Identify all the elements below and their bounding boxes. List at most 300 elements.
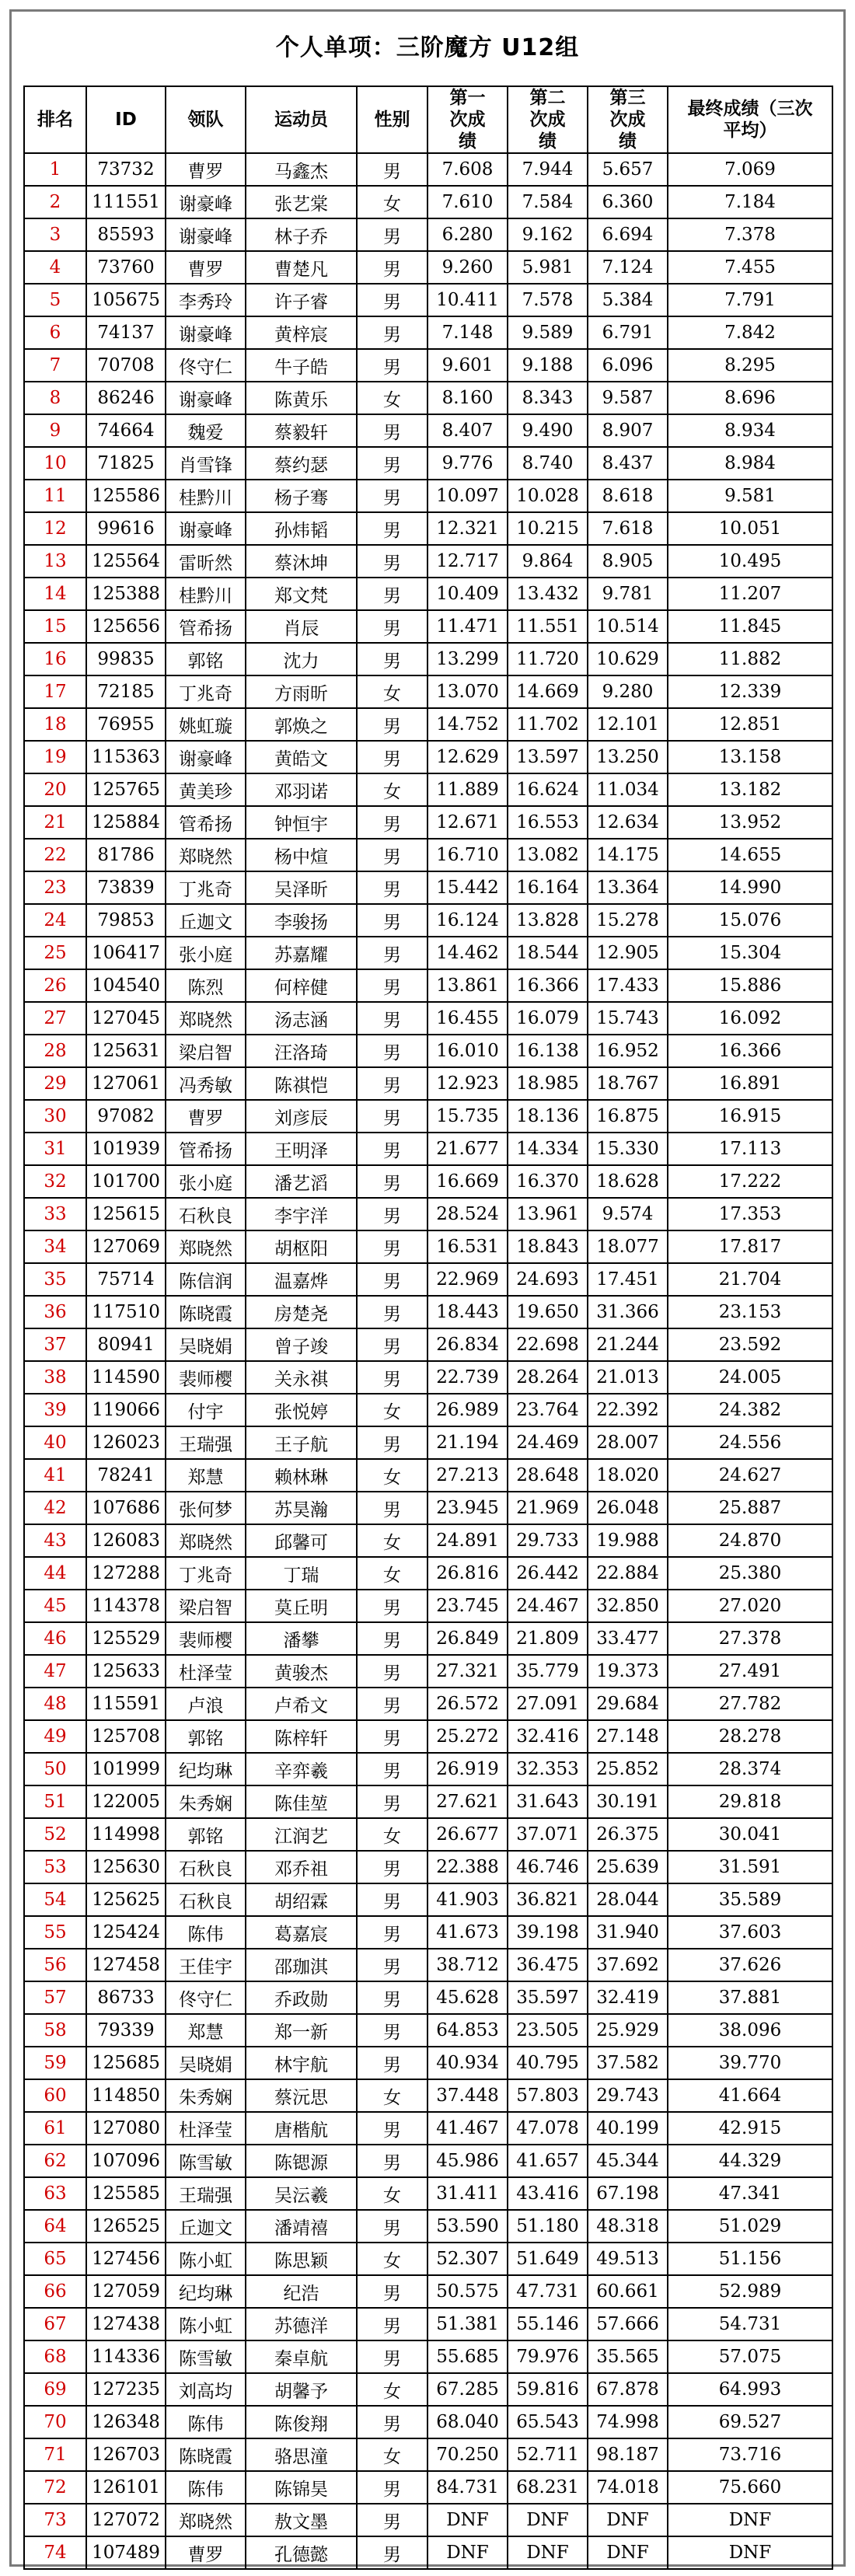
round-3-cell: 9.280	[588, 675, 668, 708]
final-cell: 27.020	[668, 1590, 832, 1622]
leader-cell: 谢豪峰	[166, 316, 246, 349]
leader-cell: 陈晓霞	[166, 1296, 246, 1328]
id-cell: 86246	[86, 382, 166, 414]
rank-cell: 55	[24, 1916, 86, 1949]
round-3-cell: 29.743	[588, 2079, 668, 2112]
rank-cell: 40	[24, 1426, 86, 1459]
id-cell: 127458	[86, 1949, 166, 1981]
table-row	[24, 480, 832, 512]
round-3-cell: 35.565	[588, 2340, 668, 2373]
leader-cell: 丁兆奇	[166, 1557, 246, 1590]
final-cell: 12.339	[668, 675, 832, 708]
final-cell: 7.184	[668, 186, 832, 218]
rank-cell: 16	[24, 643, 86, 675]
athlete-cell: 辛弈羲	[246, 1753, 357, 1785]
round-3-cell: 28.044	[588, 1883, 668, 1916]
rank-cell: 32	[24, 1165, 86, 1198]
rank-cell: 27	[24, 1002, 86, 1035]
round-2-cell: 16.138	[508, 1035, 588, 1067]
table-row	[24, 1655, 832, 1688]
leader-cell: 陈雪敏	[166, 2145, 246, 2177]
round-2-cell: 13.432	[508, 578, 588, 610]
round-3-cell: 31.366	[588, 1296, 668, 1328]
final-cell: 27.491	[668, 1655, 832, 1688]
round-2-cell: 11.551	[508, 610, 588, 643]
round-2-cell: 7.584	[508, 186, 588, 218]
rank-cell: 41	[24, 1459, 86, 1492]
leader-cell: 张何梦	[166, 1492, 246, 1524]
round-2-cell: 37.071	[508, 1818, 588, 1851]
final-cell: 69.527	[668, 2406, 832, 2438]
id-cell: 74137	[86, 316, 166, 349]
rank-cell: 73	[24, 2504, 86, 2536]
round-3-cell: 26.048	[588, 1492, 668, 1524]
table-row	[24, 1067, 832, 1100]
final-cell: 57.075	[668, 2340, 832, 2373]
leader-cell: 郭铭	[166, 1818, 246, 1851]
round-3-cell: 26.375	[588, 1818, 668, 1851]
leader-cell: 桂黔川	[166, 578, 246, 610]
final-cell: DNF	[668, 2536, 832, 2569]
athlete-cell: 何梓健	[246, 969, 357, 1002]
round-3-cell: 16.952	[588, 1035, 668, 1067]
table-row	[24, 1296, 832, 1328]
rank-cell: 54	[24, 1883, 86, 1916]
final-cell: 11.207	[668, 578, 832, 610]
round-2-cell: 22.698	[508, 1328, 588, 1361]
id-cell: 107096	[86, 2145, 166, 2177]
gender-cell: 男	[357, 2308, 428, 2340]
id-cell: 125765	[86, 773, 166, 806]
athlete-cell: 蔡约瑟	[246, 447, 357, 480]
id-cell: 125631	[86, 1035, 166, 1067]
athlete-cell: 陈梓轩	[246, 1720, 357, 1753]
round-2-cell: 36.475	[508, 1949, 588, 1981]
leader-cell: 管希扬	[166, 610, 246, 643]
table-row	[24, 2308, 832, 2340]
athlete-cell: 马鑫杰	[246, 153, 357, 186]
round-2-cell: 9.162	[508, 218, 588, 251]
id-cell: 126023	[86, 1426, 166, 1459]
round-2-cell: 41.657	[508, 2145, 588, 2177]
gender-cell: 女	[357, 2438, 428, 2471]
athlete-cell: 刘彦辰	[246, 1100, 357, 1133]
athlete-cell: 邱馨可	[246, 1524, 357, 1557]
id-cell: 127438	[86, 2308, 166, 2340]
round-1-cell: 53.590	[428, 2210, 508, 2243]
gender-cell: 男	[357, 2340, 428, 2373]
round-2-cell: 52.711	[508, 2438, 588, 2471]
id-cell: 126525	[86, 2210, 166, 2243]
table-row	[24, 708, 832, 741]
leader-cell: 陈雪敏	[166, 2340, 246, 2373]
round-1-cell: 27.621	[428, 1785, 508, 1818]
round-3-cell: 8.618	[588, 480, 668, 512]
table-row	[24, 937, 832, 969]
leader-cell: 梁启智	[166, 1035, 246, 1067]
rank-cell: 44	[24, 1557, 86, 1590]
rank-cell: 35	[24, 1263, 86, 1296]
table-row	[24, 1100, 832, 1133]
id-cell: 80941	[86, 1328, 166, 1361]
round-1-cell: 16.455	[428, 1002, 508, 1035]
round-1-cell: 16.124	[428, 904, 508, 937]
leader-cell: 谢豪峰	[166, 512, 246, 545]
leader-cell: 郑晓然	[166, 1230, 246, 1263]
final-cell: 8.696	[668, 382, 832, 414]
round-2-cell: 68.231	[508, 2471, 588, 2504]
round-3-cell: 37.582	[588, 2047, 668, 2079]
athlete-cell: 王明泽	[246, 1133, 357, 1165]
final-cell: 13.952	[668, 806, 832, 839]
leader-cell: 付宇	[166, 1394, 246, 1426]
id-cell: 114336	[86, 2340, 166, 2373]
round-1-cell: 26.849	[428, 1622, 508, 1655]
gender-cell: 男	[357, 447, 428, 480]
final-cell: 28.278	[668, 1720, 832, 1753]
round-3-cell: 8.907	[588, 414, 668, 447]
id-cell: 127080	[86, 2112, 166, 2145]
gender-cell: 男	[357, 480, 428, 512]
round-3-cell: 6.694	[588, 218, 668, 251]
round-3-cell: 9.781	[588, 578, 668, 610]
athlete-cell: 孔德懿	[246, 2536, 357, 2569]
id-cell: 114850	[86, 2079, 166, 2112]
id-cell: 71825	[86, 447, 166, 480]
leader-cell: 管希扬	[166, 806, 246, 839]
final-cell: 44.329	[668, 2145, 832, 2177]
round-1-cell: 38.712	[428, 1949, 508, 1981]
rank-cell: 31	[24, 1133, 86, 1165]
final-cell: 14.655	[668, 839, 832, 871]
table-row	[24, 643, 832, 675]
round-2-cell: 16.624	[508, 773, 588, 806]
round-1-cell: 7.608	[428, 153, 508, 186]
round-3-cell: 49.513	[588, 2243, 668, 2275]
gender-cell: 女	[357, 1818, 428, 1851]
gender-cell: 女	[357, 1394, 428, 1426]
final-cell: 17.222	[668, 1165, 832, 1198]
leader-cell: 纪均琳	[166, 2275, 246, 2308]
rank-cell: 21	[24, 806, 86, 839]
gender-cell: 男	[357, 2536, 428, 2569]
table-row	[24, 2014, 832, 2047]
athlete-cell: 蔡沅思	[246, 2079, 357, 2112]
round-3-cell: 10.514	[588, 610, 668, 643]
gender-cell: 男	[357, 349, 428, 382]
gender-cell: 男	[357, 1851, 428, 1883]
round-2-cell: 18.985	[508, 1067, 588, 1100]
final-cell: 14.990	[668, 871, 832, 904]
results-table	[23, 86, 833, 2570]
final-cell: 7.791	[668, 284, 832, 316]
round-2-cell: 11.702	[508, 708, 588, 741]
final-cell: 51.156	[668, 2243, 832, 2275]
round-3-cell: 32.419	[588, 1981, 668, 2014]
final-cell: 42.915	[668, 2112, 832, 2145]
leader-cell: 佟守仁	[166, 349, 246, 382]
gender-cell: 男	[357, 2210, 428, 2243]
id-cell: 127235	[86, 2373, 166, 2406]
round-2-cell: 39.198	[508, 1916, 588, 1949]
round-3-cell: 6.096	[588, 349, 668, 382]
round-2-cell: 40.795	[508, 2047, 588, 2079]
leader-cell: 魏爱	[166, 414, 246, 447]
athlete-cell: 骆思潼	[246, 2438, 357, 2471]
leader-cell: 郑晓然	[166, 1002, 246, 1035]
gender-cell: 女	[357, 382, 428, 414]
table-row	[24, 675, 832, 708]
round-1-cell: 14.752	[428, 708, 508, 741]
round-2-cell: 23.764	[508, 1394, 588, 1426]
rank-cell: 69	[24, 2373, 86, 2406]
table-row	[24, 969, 832, 1002]
gender-cell: 男	[357, 1230, 428, 1263]
athlete-cell: 沈力	[246, 643, 357, 675]
leader-cell: 杜泽莹	[166, 1655, 246, 1688]
leader-cell: 郑慧	[166, 2014, 246, 2047]
athlete-cell: 邓乔祖	[246, 1851, 357, 1883]
athlete-cell: 胡枢阳	[246, 1230, 357, 1263]
round-2-cell: 7.944	[508, 153, 588, 186]
round-1-cell: 6.280	[428, 218, 508, 251]
table-row	[24, 2243, 832, 2275]
final-cell: 16.891	[668, 1067, 832, 1100]
gender-cell: 男	[357, 1981, 428, 2014]
rank-cell: 6	[24, 316, 86, 349]
leader-cell: 朱秀娴	[166, 1785, 246, 1818]
final-cell: 17.817	[668, 1230, 832, 1263]
table-row	[24, 1002, 832, 1035]
table-row	[24, 1459, 832, 1492]
table-row	[24, 741, 832, 773]
round-2-cell: 18.544	[508, 937, 588, 969]
id-cell: 125685	[86, 2047, 166, 2079]
leader-cell: 陈伟	[166, 1916, 246, 1949]
leader-cell: 丁兆奇	[166, 675, 246, 708]
id-cell: 126703	[86, 2438, 166, 2471]
final-cell: 23.153	[668, 1296, 832, 1328]
round-2-cell: 9.490	[508, 414, 588, 447]
id-cell: 73839	[86, 871, 166, 904]
round-1-cell: 15.735	[428, 1100, 508, 1133]
table-row	[24, 447, 832, 480]
final-cell: 31.591	[668, 1851, 832, 1883]
round-3-cell: 19.988	[588, 1524, 668, 1557]
gender-cell: 男	[357, 1263, 428, 1296]
id-cell: 125615	[86, 1198, 166, 1230]
round-1-cell: 13.299	[428, 643, 508, 675]
final-cell: 9.581	[668, 480, 832, 512]
round-3-cell: 21.013	[588, 1361, 668, 1394]
round-1-cell: 16.531	[428, 1230, 508, 1263]
table-row	[24, 1524, 832, 1557]
id-cell: 101999	[86, 1753, 166, 1785]
round-1-cell: 23.745	[428, 1590, 508, 1622]
rank-cell: 8	[24, 382, 86, 414]
round-3-cell: 21.244	[588, 1328, 668, 1361]
athlete-cell: 苏德洋	[246, 2308, 357, 2340]
table-row	[24, 1590, 832, 1622]
table-row	[24, 414, 832, 447]
id-cell: 125625	[86, 1883, 166, 1916]
round-1-cell: 51.381	[428, 2308, 508, 2340]
athlete-cell: 蔡毅轩	[246, 414, 357, 447]
round-1-cell: 12.717	[428, 545, 508, 578]
table-row	[24, 2438, 832, 2471]
round-2-cell: 10.028	[508, 480, 588, 512]
athlete-cell: 肖辰	[246, 610, 357, 643]
round-2-cell: 47.078	[508, 2112, 588, 2145]
table-row	[24, 1785, 832, 1818]
leader-cell: 陈伟	[166, 2406, 246, 2438]
athlete-cell: 潘攀	[246, 1622, 357, 1655]
final-cell: 11.845	[668, 610, 832, 643]
round-1-cell: 84.731	[428, 2471, 508, 2504]
leader-cell: 刘高均	[166, 2373, 246, 2406]
final-cell: 7.069	[668, 153, 832, 186]
gender-cell: 男	[357, 153, 428, 186]
gender-cell: 男	[357, 1165, 428, 1198]
round-3-cell: 7.618	[588, 512, 668, 545]
round-3-cell: 9.587	[588, 382, 668, 414]
gender-cell: 男	[357, 937, 428, 969]
table-row	[24, 1688, 832, 1720]
header-round-1: 第一次成绩	[428, 86, 508, 153]
rank-cell: 33	[24, 1198, 86, 1230]
round-3-cell: 9.574	[588, 1198, 668, 1230]
round-3-cell: 57.666	[588, 2308, 668, 2340]
final-cell: 15.304	[668, 937, 832, 969]
id-cell: 125708	[86, 1720, 166, 1753]
athlete-cell: 吴沄羲	[246, 2177, 357, 2210]
final-cell: 7.842	[668, 316, 832, 349]
rank-cell: 17	[24, 675, 86, 708]
round-3-cell: 13.250	[588, 741, 668, 773]
final-cell: 23.592	[668, 1328, 832, 1361]
rank-cell: 14	[24, 578, 86, 610]
rank-cell: 29	[24, 1067, 86, 1100]
round-2-cell: 13.082	[508, 839, 588, 871]
leader-cell: 梁启智	[166, 1590, 246, 1622]
athlete-cell: 孙炜韬	[246, 512, 357, 545]
round-2-cell: 55.146	[508, 2308, 588, 2340]
gender-cell: 男	[357, 1426, 428, 1459]
rank-cell: 24	[24, 904, 86, 937]
final-cell: 37.626	[668, 1949, 832, 1981]
leader-cell: 王佳宇	[166, 1949, 246, 1981]
athlete-cell: 邵珈淇	[246, 1949, 357, 1981]
header-round-2: 第二次成绩	[508, 86, 588, 153]
leader-cell: 姚虹璇	[166, 708, 246, 741]
round-1-cell: 15.442	[428, 871, 508, 904]
id-cell: 79853	[86, 904, 166, 937]
final-cell: 10.051	[668, 512, 832, 545]
gender-cell: 男	[357, 1949, 428, 1981]
leader-cell: 吴晓娟	[166, 2047, 246, 2079]
gender-cell: 女	[357, 186, 428, 218]
round-1-cell: 18.443	[428, 1296, 508, 1328]
round-1-cell: 64.853	[428, 2014, 508, 2047]
athlete-cell: 温嘉烨	[246, 1263, 357, 1296]
round-3-cell: 10.629	[588, 643, 668, 675]
athlete-cell: 曾子竣	[246, 1328, 357, 1361]
gender-cell: 男	[357, 1916, 428, 1949]
rank-cell: 34	[24, 1230, 86, 1263]
id-cell: 114590	[86, 1361, 166, 1394]
table-row	[24, 2406, 832, 2438]
round-3-cell: 7.124	[588, 251, 668, 284]
round-2-cell: 8.343	[508, 382, 588, 414]
table-row	[24, 2340, 832, 2373]
rank-cell: 56	[24, 1949, 86, 1981]
rank-cell: 25	[24, 937, 86, 969]
round-3-cell: 74.018	[588, 2471, 668, 2504]
table-row	[24, 2112, 832, 2145]
round-2-cell: 14.334	[508, 1133, 588, 1165]
gender-cell: 男	[357, 2047, 428, 2079]
gender-cell: 男	[357, 1883, 428, 1916]
final-cell: 73.716	[668, 2438, 832, 2471]
athlete-cell: 葛嘉宸	[246, 1916, 357, 1949]
final-cell: 24.382	[668, 1394, 832, 1426]
id-cell: 115591	[86, 1688, 166, 1720]
rank-cell: 46	[24, 1622, 86, 1655]
id-cell: 127069	[86, 1230, 166, 1263]
table-row	[24, 349, 832, 382]
athlete-cell: 张悦婷	[246, 1394, 357, 1426]
id-cell: 81786	[86, 839, 166, 871]
final-cell: DNF	[668, 2504, 832, 2536]
table-row	[24, 1753, 832, 1785]
round-1-cell: 12.923	[428, 1067, 508, 1100]
round-2-cell: 16.553	[508, 806, 588, 839]
round-3-cell: 17.433	[588, 969, 668, 1002]
round-2-cell: 27.091	[508, 1688, 588, 1720]
round-2-cell: 51.649	[508, 2243, 588, 2275]
gender-cell: 男	[357, 2504, 428, 2536]
round-2-cell: 13.597	[508, 741, 588, 773]
rank-cell: 39	[24, 1394, 86, 1426]
leader-cell: 王瑞强	[166, 2177, 246, 2210]
round-1-cell: 37.448	[428, 2079, 508, 2112]
athlete-cell: 莫丘明	[246, 1590, 357, 1622]
leader-cell: 陈伟	[166, 2471, 246, 2504]
rank-cell: 65	[24, 2243, 86, 2275]
round-3-cell: 18.020	[588, 1459, 668, 1492]
leader-cell: 谢豪峰	[166, 382, 246, 414]
round-1-cell: 41.903	[428, 1883, 508, 1916]
gender-cell: 女	[357, 773, 428, 806]
results-body	[24, 153, 832, 2569]
final-cell: 39.770	[668, 2047, 832, 2079]
round-3-cell: 33.477	[588, 1622, 668, 1655]
round-3-cell: 31.940	[588, 1916, 668, 1949]
leader-cell: 卢浪	[166, 1688, 246, 1720]
leader-cell: 陈小虹	[166, 2308, 246, 2340]
final-cell: 24.556	[668, 1426, 832, 1459]
id-cell: 76955	[86, 708, 166, 741]
table-row	[24, 1230, 832, 1263]
table-row	[24, 1916, 832, 1949]
rank-cell: 30	[24, 1100, 86, 1133]
rank-cell: 1	[24, 153, 86, 186]
round-3-cell: 6.791	[588, 316, 668, 349]
gender-cell: 男	[357, 1328, 428, 1361]
gender-cell: 男	[357, 1002, 428, 1035]
table-row	[24, 610, 832, 643]
final-cell: 17.353	[668, 1198, 832, 1230]
